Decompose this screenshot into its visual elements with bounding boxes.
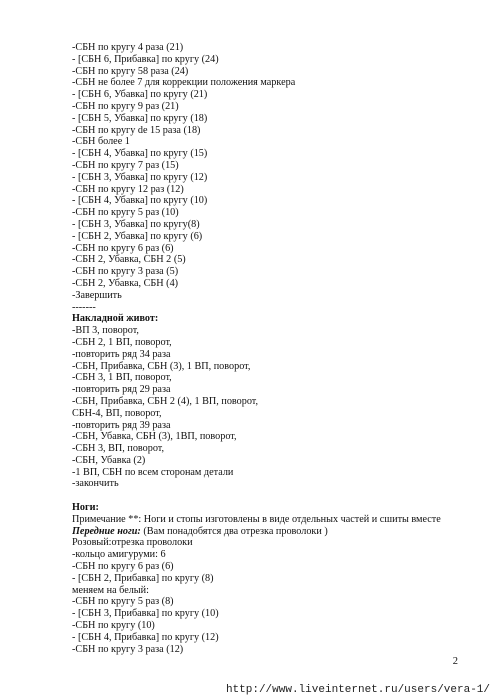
pattern-row: -СБН не более 7 для коррекции положения маркера [72,77,296,89]
pattern-row: -закончить [72,478,119,490]
pattern-row: - [СБН 6, Убавка] по кругу (21) [72,89,208,101]
pattern-row: -СБН по кругу de 15 раза (18) [72,124,201,136]
pattern-row: -СБН 3, 1 ВП, поворот, [72,372,172,384]
pattern-row: -СБН по кругу 12 раз (12) [72,183,184,195]
pattern-row: - [СБН 4, Убавка] по кругу (15) [72,148,208,160]
pattern-row: Розовый:отрезка проволоки [72,537,193,549]
pattern-row: -СБН 2, Убавка, СБН 2 (5) [72,254,186,266]
pattern-row: -СБН более 1 [72,136,130,148]
pattern-row: -Завершить [72,289,122,301]
pattern-row: -СБН по кругу 4 раза (21) [72,42,184,53]
pattern-row: -СБН по кругу 7 раз (15) [72,159,179,171]
pattern-row: -СБН по кругу 3 раза (12) [72,643,184,655]
pattern-row: - [СБН 4, Убавка] по кругу (10) [72,195,208,207]
pattern-row: СБН-4, ВП, поворот, [72,407,162,419]
pattern-row: -повторить ряд 29 раза [72,384,171,396]
pattern-row: -СБН 2, 1 ВП, поворот, [72,336,172,348]
pattern-row: -СБН по кругу 5 раз (10) [72,207,179,219]
pattern-row: -СБН по кругу (10) [72,620,155,632]
pattern-row: -СБН, Прибавка, СБН (3), 1 ВП, поворот, [72,360,251,372]
pattern-row: -СБН, Убавка, СБН (3), 1ВП, поворот, [72,431,237,443]
legs-note: Примечание **: Ноги и стопы изготовлены в виде отдельных частей и сшиты вместе [72,513,441,525]
pattern-row: - [СБН 3, Прибавка] по кругу (10) [72,608,219,620]
blank-line [72,490,472,502]
front-legs-line [72,526,472,538]
pattern-row: -СБН, Убавка (2) [72,454,146,466]
pattern-rows-legs [72,537,472,655]
pattern-row: -СБН 3, ВП, поворот, [72,443,165,455]
section-divider: ------- [72,301,96,313]
footer-source-link[interactable]: http://www.liveinternet.ru/users/vera-1/ [225,684,490,696]
pattern-row: -СБН по кругу 5 раз (8) [72,596,174,608]
pattern-row: -СБН по кругу 58 раза (24) [72,65,189,77]
pattern-row: -повторить ряд 34 раза [72,348,171,360]
pattern-row: - [СБН 6, Прибавка] по кругу (24) [72,53,219,65]
pattern-row: меняем на белый: [72,584,149,596]
pattern-row: -СБН по кругу 3 раза (5) [72,266,179,278]
pattern-row: -СБН 2, Убавка, СБН (4) [72,277,179,289]
pattern-row: - [СБН 4, Прибавка] по кругу (12) [72,631,219,643]
document-body [72,42,472,655]
pattern-row: - [СБН 3, Убавка] по кругу(8) [72,218,200,230]
pattern-rows-part1 [72,42,472,313]
pattern-row: -1 ВП, СБН по всем сторонам детали [72,466,234,478]
pattern-row: -повторить ряд 39 раза [72,419,171,431]
pattern-row: - [СБН 5, Убавка] по кругу (18) [72,112,208,124]
pattern-row: -СБН по кругу 9 раз (21) [72,100,179,112]
pattern-row: -кольцо амигуруми: 6 [72,549,166,561]
pattern-row: -ВП 3, поворот, [72,325,139,337]
belly-section-heading: Накладной живот: [72,313,159,325]
pattern-row: - [СБН 2, Убавка] по кругу (6) [72,230,203,242]
pattern-row: -СБН, Прибавка, СБН 2 (4), 1 ВП, поворот, [72,395,259,407]
page-number: 2 [452,656,458,667]
front-legs-note: (Вам понадобятся два отрезка проволоки ) [140,525,328,537]
legs-section-heading: Ноги: [72,502,99,514]
pattern-row: - [СБН 2, Прибавка] по кругу (8) [72,572,214,584]
pattern-row: - [СБН 3, Убавка] по кругу (12) [72,171,208,183]
pattern-row: -СБН по кругу 6 раз (6) [72,561,174,573]
pattern-rows-belly [72,325,472,490]
front-legs-heading: Передние ноги: [72,525,141,537]
pattern-row: -СБН по кругу 6 раз (6) [72,242,174,254]
